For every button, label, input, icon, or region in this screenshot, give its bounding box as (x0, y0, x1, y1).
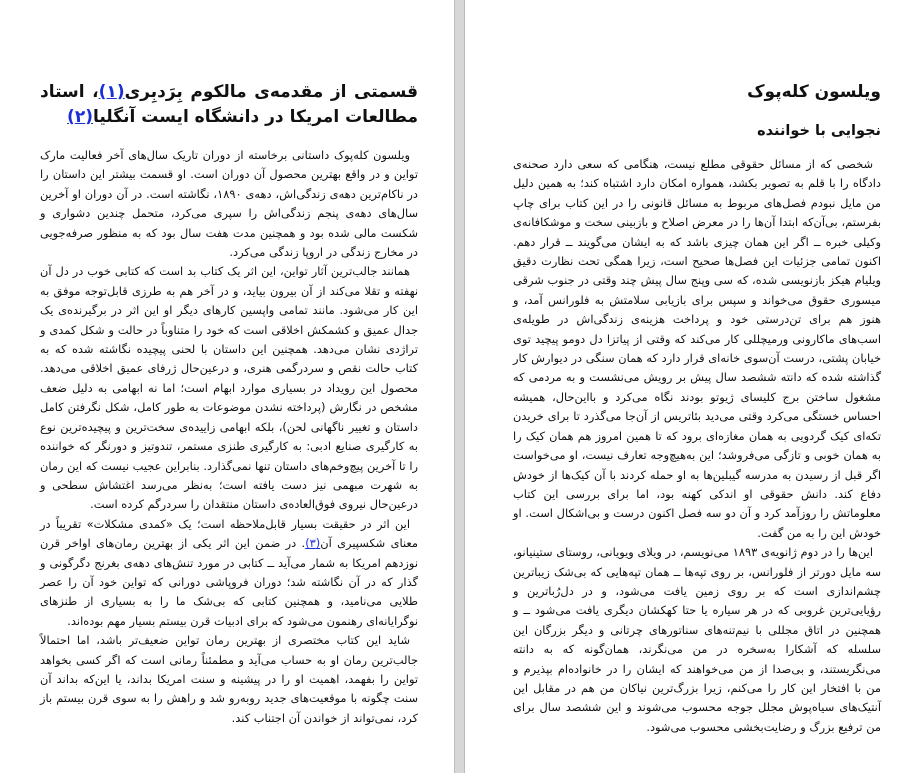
preface-paragraph-3 (40, 515, 418, 631)
section-subtitle: نجوایی با خواننده (757, 123, 881, 139)
preface-paragraph-1: ویلسون کله‌پوک داستانی برخاسته از دوران تاریک سال‌های آخر فعالیت مارک تواین و در واقع بهترین محصول آن دوران است. او قسمت بیشتر این داستان را در ناکام‌ترین دهه‌ی زندگی‌اش، دهه‌ی ۱۸۹۰، نگاشته است. در آن دوران او آخرین سال‌های دهه‌ی پنجم زندگی‌اش را سپری می‌کرد، متحمل چندین دشواری و شکست مالی شده بود و همچنین مدت هفت سال بود که به منظور صرفه‌جویی در مخارج زندگی در اروپا زندگی می‌کرد. (40, 148, 418, 260)
preface-heading-text-2: ، استاد مطالعات امریکا در دانشگاه ایست آنگلیا (40, 82, 418, 127)
footnote-link-2[interactable]: (۲) (67, 107, 93, 127)
book-title: ویلسون کله‌پوک (747, 82, 881, 102)
preface-paragraph-2: همانند جالب‌ترین آثار تواین، این اثر یک کتاب بد است که کتابی خوب در دل آن نهفته و تقلا می‌کند از آن بیرون بیاید، و در آخر هم به طرزی قابل‌توجه موفق به این کار می‌شود. مانند تمامی واپسین کارهای دیگر او این اثر در برگیرنده‌ی یک جدال عمیق و کشمکش اخلاقی است که خود را متناوباً در حالت و شکل کمدی و تراژدی نشان می‌دهد. همچنین این داستان با لحنی پیچیده نگاشته شده که به کتاب حالت نقص و سردرگمی هنری، و درعین‌حال ژرفای عمیق اخلاقی می‌دهد. محصول این رویداد در بسیاری موارد ابهام است؛ اما نه ابهامی به دلیل ضعف مشخص در نگارش (پرداخته نشدن موضوعات به طور کامل، شکل نگرفتن کامل داستان و تغییر ناگهانی لحن)، بلکه ابهامی زاییده‌ی سخت‌ترین و پیچیده‌ترین نوع به کارگیری صنایع ادبی: به کارگیری طنزی مستمر، تندوتیز و دورنگر که خواننده را تا آخرین پیچ‌وخم‌های داستان تنها نمی‌گذارد. بنابراین عجیب نیست که این رمان به شهرت مبهمی نیز دست یافته است؛ به‌نظر می‌رسد اغتشاش سطحی و درعین‌حال نیروی فوق‌العاده‌ی داستان منتقدان را سردرگم کرده است. (40, 264, 418, 512)
footnote-link-1[interactable]: (۱) (98, 82, 125, 102)
preface-paragraph-4: شاید این کتاب مختصری از بهترین رمان تواین ضعیف‌تر باشد، اما احتمالاً جالب‌ترین رمان او به حساب می‌آید و مطمئناً رمانی است که اگر کسی بخواهد تواین را بفهمد، اهمیت او را در پیشینه و سنت امریکا بداند، یا این‌که بداند آن سنت چگونه با موقعیت‌های جدید روبه‌رو شد و راهش را به سوی قرن بیستم باز کرد، نمی‌تواند از خواندن آن اجتناب کند. (40, 633, 418, 725)
preface-heading-text-1: قسمتی از مقدمه‌ی مالکوم بِرَدبِری (124, 82, 418, 102)
right-page (464, 0, 920, 773)
preface-body (40, 146, 418, 728)
notice-body (513, 155, 881, 737)
footnote-link-3[interactable]: (۳) (305, 536, 321, 551)
preface-paragraph-3-text-a: این اثر در حقیقت بسیار قابل‌ملاحظه است؛ یک «کمدی مشکلات» تقریباً در معنای شکسپیری آن (40, 516, 418, 551)
left-page-content (40, 80, 418, 728)
page-gutter (455, 0, 464, 773)
preface-paragraph-3-text-b: . در ضمن این اثر یکی از بهترین رمان‌های اواخر قرن نوزدهم امریکا به شمار می‌آید ــ کتابی در مورد تنش‌های دهه‌ی بغرنج دگرگونی و گذار که در آن نگاشته شد؛ دوران فروپاشی دورانی که تواین خود آن را عصر طلایی می‌نامید، و همچنین کتابی که بی‌شک ما را به بسیاری از طنزهای نوگرایانه‌ای رهنمون می‌شود که برای ادبیات قرن بیستم بسیار مهم بوده‌اند. (40, 536, 418, 628)
notice-paragraph-2: این‌ها را در دوم ژانویه‌ی ۱۸۹۳ می‌نویسم، در ویلای ویویانی، روستای ستینیانو، سه مایل دورتر از فلورانس، بر روی تپه‌ها ــ همان تپه‌هایی که بی‌شک زیباترین چشم‌اندازی است که بر روی زمین یافت می‌شود، و در دل‌رُباترین و رؤیایی‌ترین غروبی که در هر سیاره یا حتا کهکشان دیگری یافت می‌شود ــ و همچنین در اتاق مجللی با نیم‌تنه‌های سناتورهای چرتانی و دیگر بزرگان این سلسله که آشکارا به‌سخره در من می‌نگرند، همان‌گونه که به دانته می‌نگریستند، و بی‌صدا از من می‌خواهند که ایشان را در خانواده‌ام بپذیرم و من با افتخار این کار را می‌کنم، زیرا بزرگ‌ترین نیاکان من هم در مقابل این آنتیک‌های سیاه‌پوش مجلل جوجه محسوب می‌شوند و این ششصد سال برای من ترفیع بزرگ و رضایت‌بخشی محسوب می‌شود. (513, 545, 881, 734)
notice-paragraph-1: شخصی که از مسائل حقوقی مطلع نیست، هنگامی که سعی دارد صحنه‌ی دادگاه را با قلم به تصویر بکشد، همواره امکان دارد اشتباه کند؛ به همین دلیل من مایل نبودم فصل‌های مربوط به مسائل قانونی را در این کتاب برای چاپ بفرستم، بی‌آن‌که ابتدا آن‌ها را در معرض اصلاح و بازبینی سخت و موشکافانه‌ی وکیلی خبره ــ اگر این همان چیزی باشد که به ایشان می‌گویند ــ قرار دهم. اکنون تمامی جزئیات این فصل‌ها صحیح است، زیرا همگی تحت نظارت دقیق ویلیام هیکز بازنویسی شده، که سی وپنج سال پیش چند وقتی در جنوب شرقی میسوری حقوق می‌خواند و سپس برای بازیابی سلامتش به فلورانس آمد، و هنوز هم برای تن‌درستی خود و پرداخت هزینه‌ی زندگی‌اش در طویله‌ی اسب‌های ماکارونی ورمیچللی کار می‌کند که وقتی از پیاتزا دل دومو پیچید توی خیابان پشتی، درست آن‌سوی خانه‌ای قرار دارد که همان سنگی در دیوارش کار گذاشته شده که دانته ششصد سال پیش بر رویش می‌نشست و به مردمی که مشغول ساختن برج کلیسای ژیوتو بودند نگاه می‌کرد و بااین‌حال، همیشه احساس خستگی می‌کرد وقتی می‌دید بئاتریس از آن‌جا می‌گذرد تا برای خریدن تکه‌ای کیک گردویی به همان مغازه‌ای برود که تا همین امروز هم همان کیک را به همان خوبی و تازگی می‌فروشد؛ این به‌هیچ‌وجه تعارف نیست، او می‌خواست اگر قبل از رسیدن به مدرسه گیبلین‌ها به او حمله کردند با آن کیک‌ها از خودش دفاع کند. دانش حقوقی او اندکی کهنه بود، اما برای بررسی این کتاب معلوماتش را روزآمد کرد و آن دو سه فصل اکنون درست و بی‌اشکال است. او خودش این را به من گفت. (513, 157, 881, 540)
preface-heading (40, 80, 418, 130)
right-page-content (513, 80, 881, 737)
left-page (0, 0, 455, 773)
